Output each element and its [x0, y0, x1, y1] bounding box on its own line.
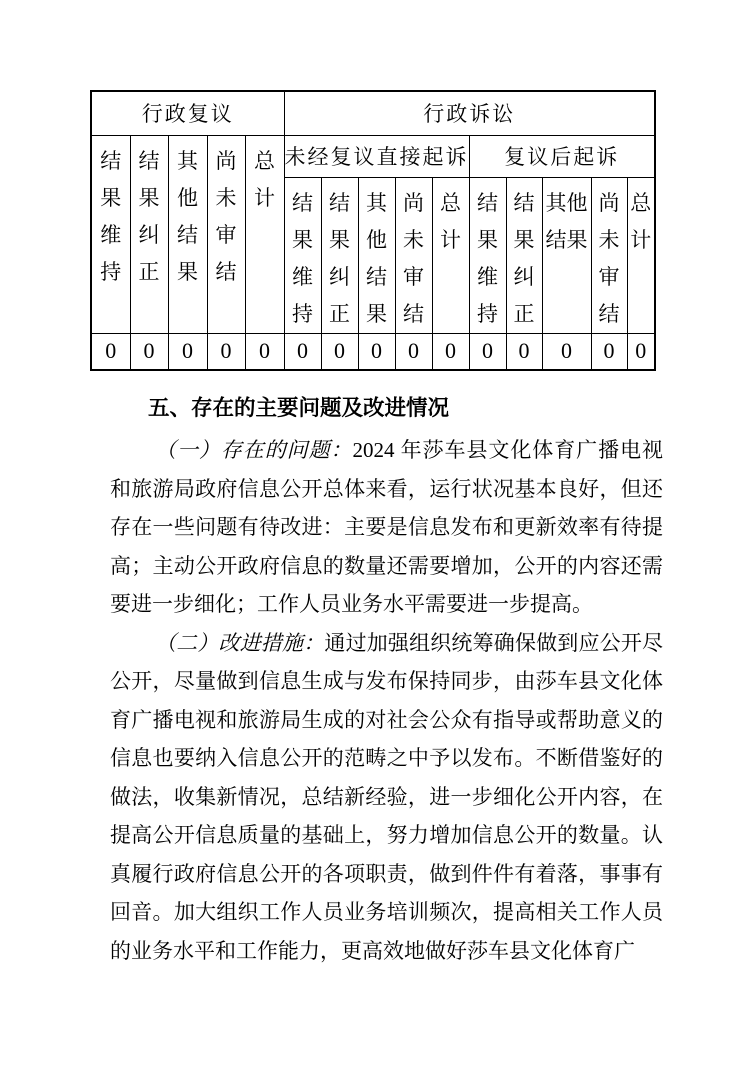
col-header-direct-pending: 尚未审结 [395, 177, 432, 333]
paragraph-text: 通过加强组织统筹确保做到应公开尽公开，尽量做到信息生成与发布保持同步，由莎车县文化体育广播电视和旅游局生成的对社会公众有指导或帮助意义的信息也要纳入信息公开的范畴之中予以发布。不断借鉴好的做法，收集新情况，总结新经验，进一步细化公开内容，在提高公开信息质量的基础上，努力增加信息公开的数量。认真履行政府信息公开的各项职责，做到件件有着落，事事有回音。加大组织工作人员业务培训频次，提高相关工作人员的业务水平和工作能力，更高效地做好莎车县文化体育广 [110, 630, 663, 963]
litigation-stats-table [90, 90, 656, 371]
table-cell-value: 0 [358, 333, 395, 370]
table-cell-value: 0 [506, 333, 542, 370]
col-header-reconsideration-other-result: 其他结果 [168, 135, 207, 333]
table-cell-value: 0 [542, 333, 591, 370]
col-header-reconsideration-total: 总计 [245, 135, 284, 333]
header-administrative-litigation: 行政诉讼 [284, 91, 655, 135]
table-cell-value: 0 [627, 333, 655, 370]
table-cell-value: 0 [395, 333, 432, 370]
table-cell-value: 0 [432, 333, 469, 370]
table-cell-value: 0 [91, 333, 130, 370]
paragraph-lead-in: （一）存在的问题： [155, 438, 353, 462]
table-cell-value: 0 [245, 333, 284, 370]
document-body [110, 392, 663, 970]
col-header-post-result-corrected: 结果纠正 [506, 177, 542, 333]
table-cell-value: 0 [469, 333, 506, 370]
table-cell-value: 0 [591, 333, 627, 370]
col-header-post-other-result: 其他结果 [542, 177, 591, 333]
table-cell-value: 0 [321, 333, 358, 370]
col-header-reconsideration-result-corrected: 结果纠正 [130, 135, 168, 333]
col-header-direct-result-corrected: 结果纠正 [321, 177, 358, 333]
col-header-reconsideration-pending: 尚未审结 [207, 135, 245, 333]
paragraph-text: 2024 年莎车县文化体育广播电视和旅游局政府信息公开总体来看，运行状况基本良好，但还存在一些问题有待改进：主要是信息发布和更新效率有待提高；主动公开政府信息的数量还需要增加，公开的内容还需要进一步细化；工作人员业务水平需要进一步提高。 [110, 438, 664, 616]
subheader-direct-suit: 未经复议直接起诉 [284, 135, 469, 177]
col-header-direct-result-upheld: 结果维持 [284, 177, 321, 333]
col-header-direct-other-result: 其他结果 [358, 177, 395, 333]
col-header-post-pending: 尚未审结 [591, 177, 627, 333]
header-administrative-reconsideration: 行政复议 [91, 91, 284, 135]
col-header-direct-total: 总计 [432, 177, 469, 333]
col-header-post-result-upheld: 结果维持 [469, 177, 506, 333]
table-data-row [91, 333, 655, 370]
table-cell-value: 0 [130, 333, 168, 370]
table-cell-value: 0 [168, 333, 207, 370]
subheader-post-reconsideration-suit: 复议后起诉 [469, 135, 655, 177]
table-cell-value: 0 [207, 333, 245, 370]
table-subheader-row [91, 135, 655, 177]
paragraph-existing-problems [110, 431, 663, 624]
table-cell-value: 0 [284, 333, 321, 370]
col-header-post-total: 总计 [627, 177, 655, 333]
col-header-reconsideration-result-upheld: 结果维持 [91, 135, 130, 333]
section-heading: 五、存在的主要问题及改进情况 [148, 396, 450, 420]
paragraph-lead-in: （二）改进措施： [155, 630, 325, 655]
table-top-header-row [91, 91, 655, 135]
paragraph-improvement-measures [110, 624, 663, 971]
